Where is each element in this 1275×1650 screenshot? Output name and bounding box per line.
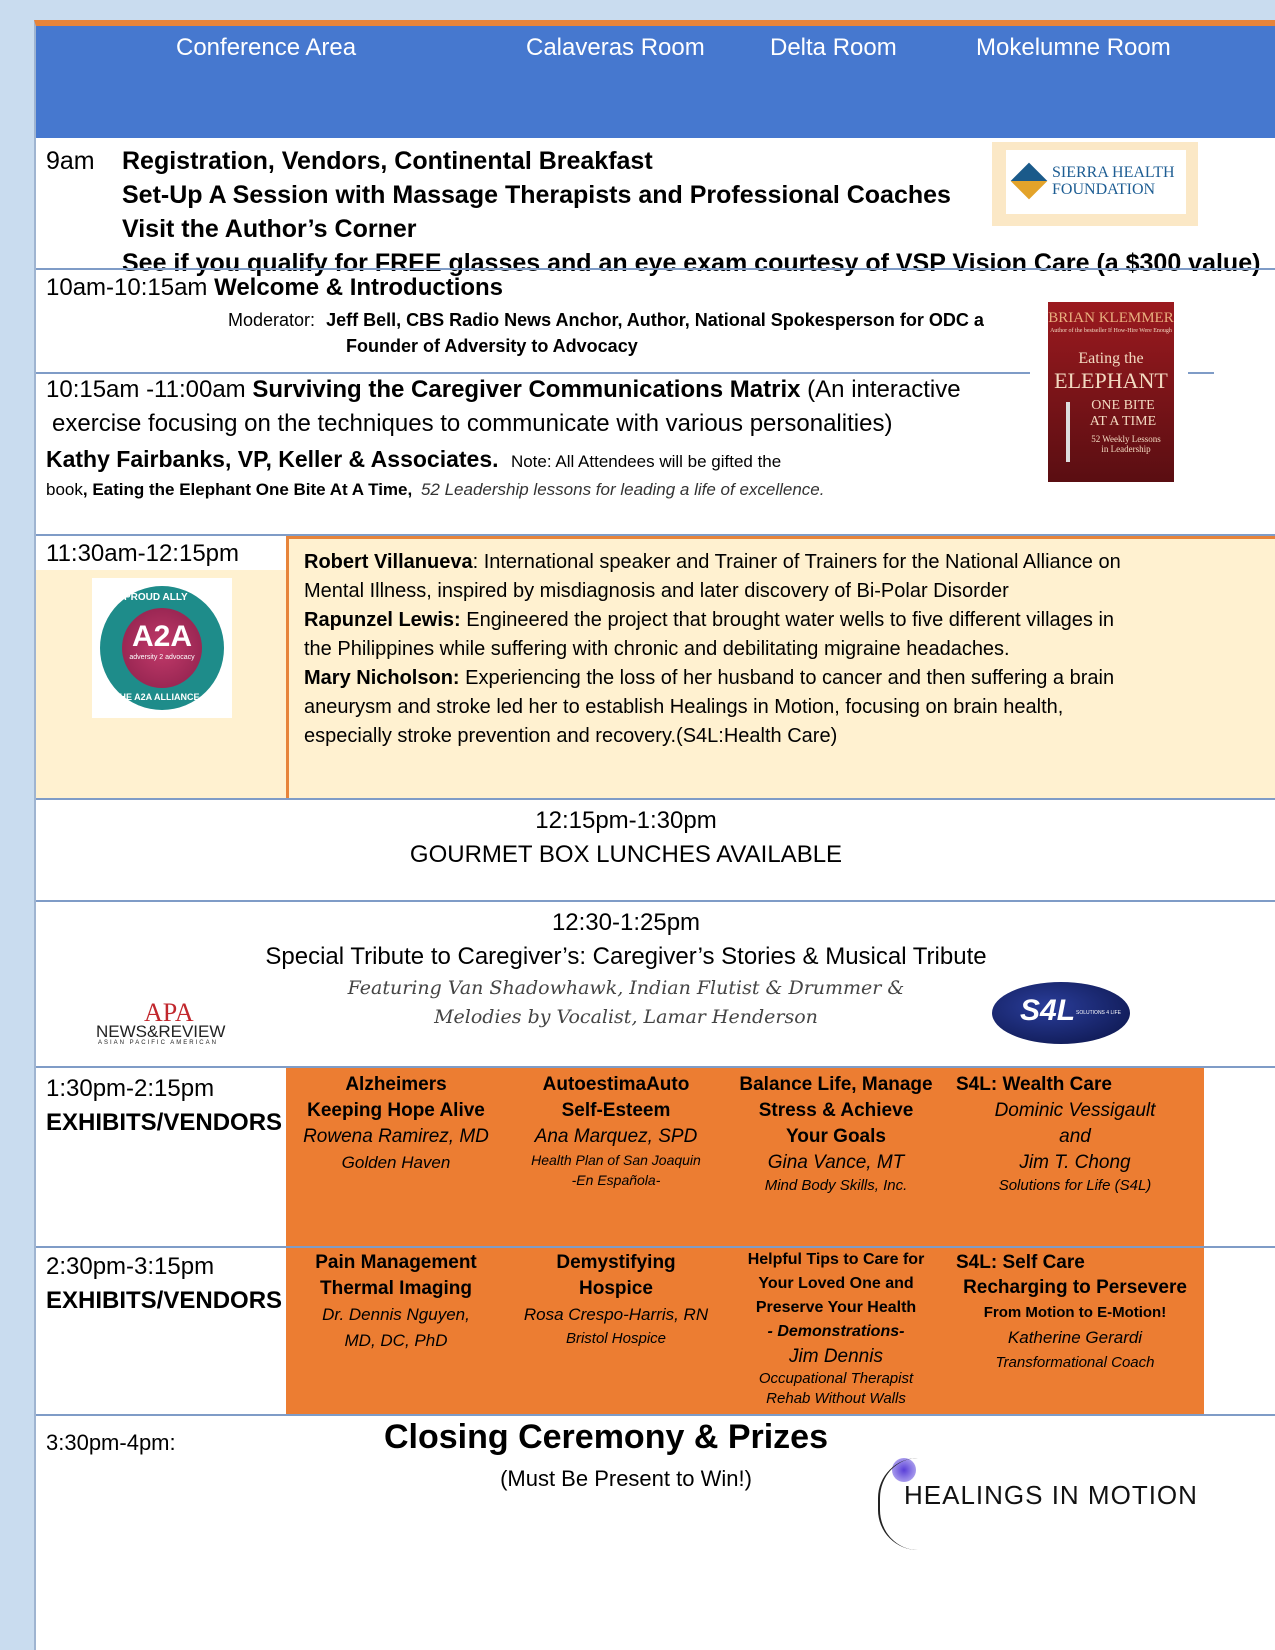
session-time: 11:30am-12:15pm (46, 540, 240, 567)
speaker-bio: Engineered the project that brought water wells to five different villages in (466, 609, 1115, 631)
exhibit-title: Helpful Tips to Care for (747, 1251, 925, 1268)
speaker-bio: especially stroke prevention and recovery.(S4L:Health Care) (304, 725, 838, 747)
divider (36, 900, 1275, 902)
book-title-1: Eating the (1078, 350, 1144, 367)
exhibit-title: Stress & Achieve (758, 1100, 914, 1121)
logo-text: ASIAN PACIFIC AMERICAN (98, 1040, 218, 1046)
logo-text: SOLUTIONS 4 LIFE (1076, 1010, 1122, 1016)
closing-title: Closing Ceremony & Prizes (383, 1418, 828, 1456)
book-title: , Eating the Elephant One Bite At A Time, (82, 480, 413, 499)
book-title-2: ELEPHANT (1054, 368, 1168, 393)
divider (1188, 372, 1214, 374)
exhibit-title: Self-Esteem (561, 1100, 671, 1121)
book-title-4: AT A TIME (1089, 414, 1157, 429)
exhibit-time-1 (46, 1072, 282, 1140)
session-line: Visit the Author’s Corner (122, 215, 417, 243)
session-line: Set-Up A Session with Massage Therapists and Professional Coaches (122, 181, 951, 209)
moderator-line (228, 310, 984, 331)
room-conference-area: Conference Area (176, 34, 357, 61)
speaker-bio: : International speaker and Trainer of Trainers for the National Alliance on (472, 551, 1121, 573)
logo-text: APA (144, 998, 194, 1027)
exhibit-label: EXHIBITS/VENDORS (46, 1109, 283, 1136)
logo-text: HEALINGS IN MOTION (904, 1480, 1198, 1510)
exhibit-presenter: Jim T. Chong (1019, 1152, 1131, 1173)
divider (36, 1414, 1275, 1416)
exhibit-title: Preserve Your Health (755, 1299, 917, 1316)
exhibit-presenter: Dr. Dennis Nguyen, (322, 1305, 470, 1324)
logo-text: NEWS&REVIEW (96, 1022, 226, 1041)
book-cover-image (1048, 302, 1174, 482)
room-delta: Delta Room (770, 34, 897, 61)
sierra-health-logo (992, 142, 1198, 226)
exhibit-col (946, 1072, 1204, 1196)
logo-text: FOUNDATION (1052, 181, 1156, 198)
exhibit-presenter: Rowena Ramirez, MD (303, 1126, 489, 1147)
session-line: Registration, Vendors, Continental Breakfast (122, 147, 653, 175)
exhibit-org: -En Española- (571, 1172, 661, 1188)
session-10am (46, 274, 503, 302)
exhibit-label: EXHIBITS/VENDORS (46, 1287, 283, 1314)
exhibit-presenter: Dominic Vessigault (994, 1100, 1156, 1121)
exhibit-presenter: Ana Marquez, SPD (534, 1126, 698, 1147)
divider (36, 798, 1275, 800)
session-time: 3:30pm-4pm: (46, 1430, 176, 1455)
session-time: 12:30-1:25pm (551, 909, 701, 936)
book-line (46, 480, 825, 500)
exhibit-col (506, 1072, 726, 1190)
exhibit-org: Bristol Hospice (565, 1330, 667, 1347)
session-time: 10:15am -11:00am (46, 376, 246, 403)
exhibit-presenter: Katherine Gerardi (1007, 1328, 1143, 1347)
book-title-5: 52 Weekly Lessons in Leadership (1091, 434, 1161, 454)
room-calaveras: Calaveras Room (526, 34, 705, 61)
exhibit-title: Your Loved One and (758, 1275, 914, 1292)
exhibit-presenter: Jim Dennis (789, 1346, 883, 1367)
exhibit-col (946, 1250, 1204, 1375)
logo-text: THE A2A ALLIANCE (114, 692, 200, 702)
exhibit-title: S4L: Wealth Care (956, 1074, 1112, 1095)
moderator-line-2: Founder of Adversity to Advocacy (346, 336, 638, 356)
session-line: See if you qualify for FREE glasses and an eye exam courtesy of VSP Vision Care (a $300 value) (122, 249, 1261, 277)
a2a-alliance-logo (92, 578, 232, 718)
session-desc: (An interactive (807, 376, 961, 403)
exhibit-title: Recharging to Persevere (963, 1277, 1187, 1298)
room-header-bar (36, 26, 1275, 138)
session-title: Surviving the Caregiver Communications Matrix (252, 376, 801, 403)
speaker-line (46, 446, 781, 473)
exhibit-title: From Motion to E-Motion! (983, 1304, 1167, 1321)
speaker-bio: Mental Illness, inspired by misdiagnosis and later discovery of Bi-Polar Disorder (304, 580, 1009, 602)
note-text: book (46, 480, 83, 499)
exhibit-title: Balance Life, Manage (739, 1074, 933, 1095)
book-tag: Author of the bestseller If How-Hire Were Enough (1050, 328, 1172, 334)
lunch-text: GOURMET BOX LUNCHES AVAILABLE (409, 841, 843, 868)
exhibit-time-2 (46, 1250, 282, 1318)
session-desc-2: exercise focusing on the techniques to communicate with various personalities) (52, 410, 893, 437)
exhibit-presenter: Gina Vance, MT (767, 1152, 905, 1173)
lunch-section (36, 804, 1216, 872)
logo-text: A2A (131, 620, 192, 653)
session-1015 (46, 376, 961, 404)
exhibit-org: Mind Body Skills, Inc. (764, 1177, 908, 1194)
exhibit-org: Golden Haven (341, 1153, 451, 1172)
agenda-page (34, 20, 1275, 1650)
diamond-icon (1011, 163, 1048, 200)
healings-in-motion-logo (878, 1458, 1196, 1558)
divider (36, 372, 1030, 374)
exhibit-presenter: Rosa Crespo-Harris, RN (523, 1305, 709, 1324)
divider (36, 268, 1275, 270)
exhibit-col (726, 1072, 946, 1196)
room-mokelumne: Mokelumne Room (976, 34, 1171, 61)
exhibit-title: Thermal Imaging (319, 1278, 473, 1299)
note-text: Note: All Attendees will be gifted the (510, 452, 782, 471)
logo-text: PROUD ALLY (124, 592, 188, 603)
exhibit-title: - Demonstrations- (767, 1323, 905, 1340)
session-title: Welcome & Introductions (214, 274, 504, 301)
exhibit-col (286, 1250, 506, 1354)
exhibit-title: Keeping Hope Alive (307, 1100, 485, 1121)
speaker-name: Mary Nicholson: (304, 667, 460, 689)
session-time: 1:30pm-2:15pm (46, 1075, 215, 1102)
logo-text: adversity 2 advocacy (129, 654, 195, 661)
exhibit-title: AutoestimaAuto (542, 1074, 690, 1095)
exhibit-title: Pain Management (315, 1252, 477, 1273)
moderator-name: Jeff Bell, CBS Radio News Anchor, Author, National Spokesperson for ODC a (326, 310, 984, 330)
session-title: Special Tribute to Caregiver’s: Caregiver’s Stories & Musical Tribute (265, 943, 987, 970)
session-time: 12:15pm-1:30pm (535, 807, 717, 834)
exhibit-col (726, 1248, 946, 1409)
logo-text: SIERRA HEALTH (1052, 164, 1175, 181)
closing-subtitle: (Must Be Present to Win!) (500, 1466, 752, 1491)
exhibit-title: Your Goals (786, 1126, 886, 1147)
speaker-bio: Experiencing the loss of her husband to cancer and then suffering a brain (465, 667, 1115, 689)
exhibit-title: Hospice (579, 1278, 653, 1299)
fork-icon (1066, 402, 1070, 462)
featuring-line: Melodies by Vocalist, Lamar Henderson (434, 1006, 818, 1028)
book-title-3: ONE BITE (1091, 398, 1155, 413)
speaker-bios (304, 548, 1121, 751)
exhibit-col (506, 1250, 726, 1350)
exhibit-title: S4L: Self Care (956, 1252, 1085, 1273)
exhibit-org: Health Plan of San Joaquin (531, 1152, 701, 1168)
book-author: BRIAN KLEMMER (1048, 310, 1174, 326)
featuring-line: Featuring Van Shadowhawk, Indian Flutist & Drummer & (347, 977, 905, 999)
speaker-name: Robert Villanueva (304, 551, 473, 573)
apa-news-review-logo (72, 998, 286, 1046)
logo-text: S4L (1020, 994, 1076, 1027)
exhibit-org: Solutions for Life (S4L) (998, 1177, 1152, 1194)
exhibit-org: Rehab Without Walls (766, 1390, 906, 1407)
moderator-label: Moderator: (228, 310, 316, 330)
speaker-name: Rapunzel Lewis: (304, 609, 461, 631)
exhibit-col (286, 1072, 506, 1176)
s4l-logo (992, 982, 1130, 1044)
speaker-bio: aneurysm and stroke led her to establish Healings in Motion, focusing on brain health, (304, 696, 1064, 718)
session-time: 10am-10:15am (46, 274, 208, 301)
speaker-bio: the Philippines while suffering with chronic and debilitating migraine headaches. (304, 638, 1010, 660)
session-time: 2:30pm-3:15pm (46, 1253, 215, 1280)
speaker-name: Kathy Fairbanks, VP, Keller & Associates. (46, 446, 499, 472)
book-subtitle: 52 Leadership lessons for leading a life of excellence. (420, 480, 825, 499)
exhibit-presenter: MD, DC, PhD (344, 1331, 448, 1350)
exhibit-org: Transformational Coach (995, 1354, 1155, 1371)
tribute-section (36, 906, 1216, 974)
exhibit-title: Demystifying (556, 1252, 676, 1273)
exhibit-presenter: and (1059, 1126, 1091, 1147)
exhibit-org: Occupational Therapist (758, 1370, 914, 1387)
session-time: 9am (46, 147, 95, 175)
exhibit-title: Alzheimers (345, 1074, 447, 1095)
